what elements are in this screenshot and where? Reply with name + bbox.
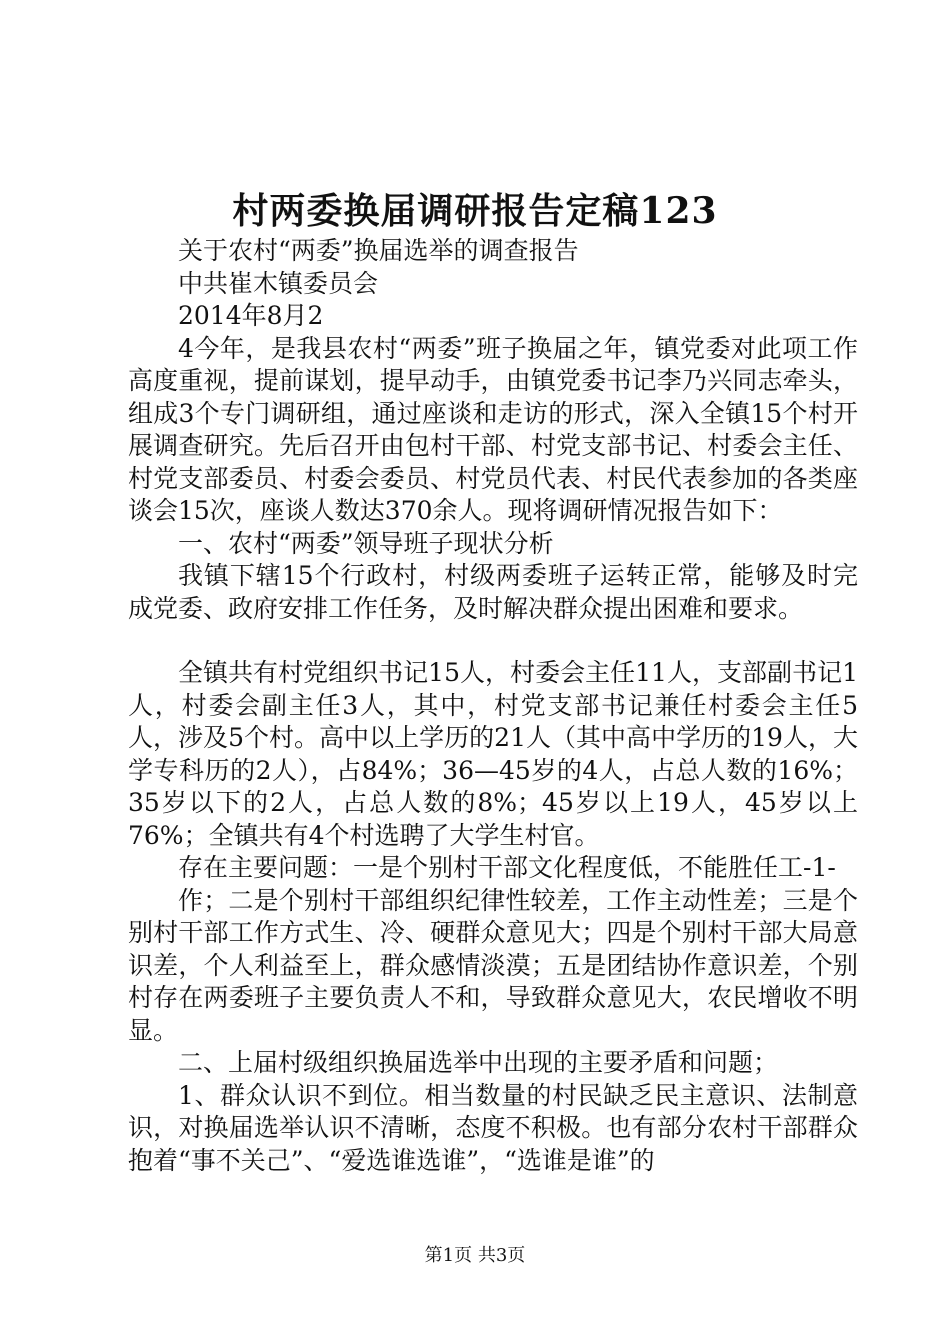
section-heading-1: 一、农村“两委”领导班子现状分析 (178, 528, 554, 558)
paragraph-overview: 我镇下辖15个行政村，村级两委班子运转正常，能够及时完成党委、政府安排工作任务，及时解决群众提出困难和要求。 (128, 561, 858, 623)
paragraph-issue-1: 1、群众认识不到位。相当数量的村民缺乏民主意识、法制意识，对换届选举认识不清晰，态度不积极。也有部分农村干部群众抱着“事不关己”、“爱选谁选谁”，“选谁是谁”的 (128, 1080, 858, 1175)
page-footer: 第1页 共3页 (424, 1245, 526, 1266)
author-line: 中共崔木镇委员会 (178, 268, 379, 298)
paragraph-statistics: 全镇共有村党组织书记15人，村委会主任11人，支部副书记1人，村委会副主任3人，其中，村党支部书记兼任村委会主任5人，涉及5个村。高中以上学历的21人（其中高中学历的19人，大学专科历的2人），占84%；36—45岁的4人，占总人数的16%；35岁以下的2人，占总人数的8%；45岁以上19人，45岁以上76%；全镇共有4个村选聘了大学生村官。 (128, 658, 858, 850)
paragraph-problems: 存在主要问题：一是个别村干部文化程度低，不能胜任工-1- (178, 853, 836, 882)
section-heading-2: 二、上届村级组织换届选举中出现的主要矛盾和问题； (178, 1048, 779, 1077)
date-line: 2014年8月2 (178, 301, 324, 330)
paragraph-intro: 4今年，是我县农村“两委”班子换届之年，镇党委对此项工作高度重视，提前谋划，提早动手，由镇党委书记李乃兴同志牵头，组成3个专门调研组，通过座谈和走访的形式，深入全镇15个村开展调查研究。先后召开由包村干部、村党支部书记、村委会主任、村党支部委员、村委会委员、村党员代表、村民代表参加的各类座谈会15次，座谈人数达370余人。现将调研情况报告如下： (128, 333, 858, 525)
document-body (128, 235, 858, 1177)
subtitle: 关于农村“两委”换届选举的调查报告 (178, 236, 579, 265)
page-title: 村两委换届调研报告定稿123 (232, 190, 718, 232)
paragraph-problems-continued: 作；二是个别村干部组织纪律性较差，工作主动性差；三是个别村干部工作方式生、冷、硬群众意见大；四是个别村干部大局意识差，个人利益至上，群众感情淡漠；五是团结协作意识差，个别村存在两委班子主要负责人不和，导致群众意见大，农民增收不明显。 (128, 885, 858, 1045)
